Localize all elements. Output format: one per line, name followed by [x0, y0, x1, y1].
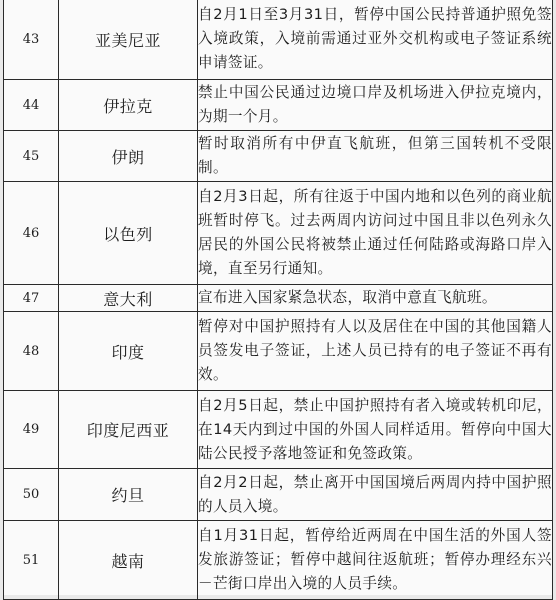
table-row	[4, 391, 553, 469]
policy-text: 宣布进入国家紧急状态，取消中意直飞航班。	[198, 285, 553, 312]
country-name: 伊朗	[59, 131, 198, 182]
table-row	[4, 0, 553, 80]
table-row	[4, 80, 553, 131]
table-row	[4, 469, 553, 521]
country-name: 印度尼西亚	[59, 391, 198, 469]
policy-text: 自2月5日起，禁止中国护照持有者入境或转机印尼，在14天内到过中国的外国人同样适用。暂停向中国大陆公民授予落地签证和免签政策。	[198, 391, 553, 469]
table-row	[4, 521, 553, 600]
country-name: 以色列	[59, 182, 198, 285]
row-number: 50	[4, 469, 59, 521]
country-name: 越南	[59, 521, 198, 600]
policy-text: 自2月3日起，所有往返于中国内地和以色列的商业航班暂时停飞。过去两周内访问过中国且非以色列永久居民的外国公民将被禁止通过任何陆路或海路口岸入境，直至另行通知。	[198, 182, 553, 285]
row-number: 46	[4, 182, 59, 285]
row-number: 51	[4, 521, 59, 600]
travel-restriction-table	[3, 0, 553, 600]
country-name: 意大利	[59, 285, 198, 312]
country-name: 亚美尼亚	[59, 0, 198, 80]
policy-text: 自1月31日起，暂停给近两周在中国生活的外国人签发旅游签证；暂停中越间往返航班；暂停办理经东兴－芒街口岸出入境的人员手续。	[198, 521, 553, 600]
table-row	[4, 131, 553, 182]
row-number: 45	[4, 131, 59, 182]
policy-text: 自2月2日起，禁止离开中国国境后两周内持中国护照的人员入境。	[198, 469, 553, 521]
row-number: 48	[4, 312, 59, 391]
country-name: 伊拉克	[59, 80, 198, 131]
row-number: 47	[4, 285, 59, 312]
table-row	[4, 312, 553, 391]
policy-text: 暂时取消所有中伊直飞航班，但第三国转机不受限制。	[198, 131, 553, 182]
row-number: 44	[4, 80, 59, 131]
document-page	[3, 0, 553, 595]
row-number: 49	[4, 391, 59, 469]
table-row	[4, 182, 553, 285]
country-name: 约旦	[59, 469, 198, 521]
table-row	[4, 285, 553, 312]
row-number: 43	[4, 0, 59, 80]
policy-text: 暂停对中国护照持有人以及居住在中国的其他国籍人员签发电子签证，上述人员已持有的电子签证不再有效。	[198, 312, 553, 391]
policy-text: 自2月1日至3月31日，暂停中国公民持普通护照免签入境政策，入境前需通过亚外交机构或电子签证系统申请签证。	[198, 0, 553, 80]
country-name: 印度	[59, 312, 198, 391]
policy-text: 禁止中国公民通过边境口岸及机场进入伊拉克境内，为期一个月。	[198, 80, 553, 131]
